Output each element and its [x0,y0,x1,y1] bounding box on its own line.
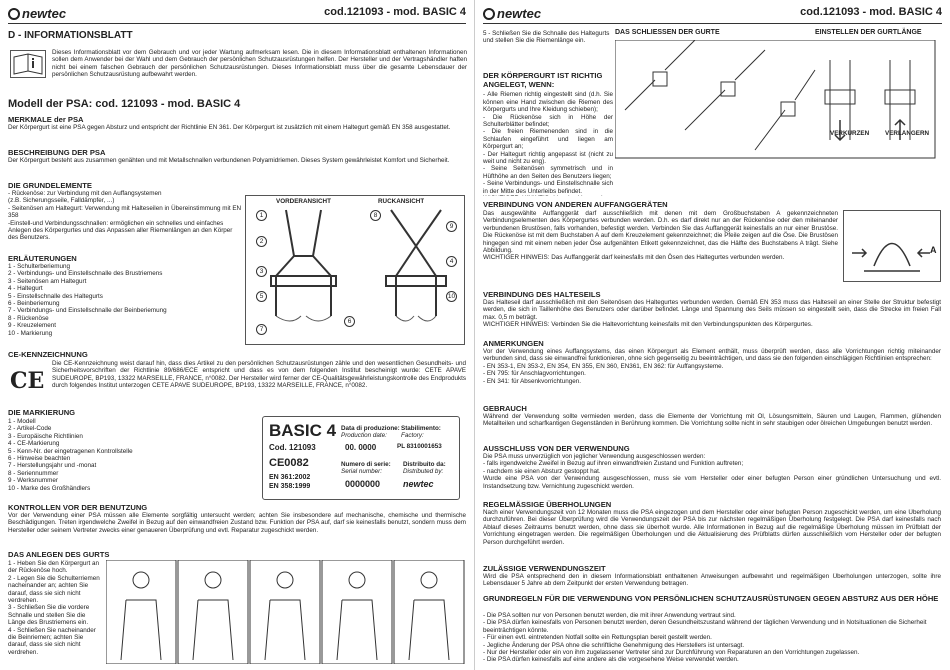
verwendungszeit-text: Wird die PSA entsprechend den in diesem Informationsblatt enthaltenen Anweisungen aufbewahrt und regelmäßigen Überholungen unterzogen, sollte ihre Lebensdauer 5 Jahre ab dem Zeitpunkt der ersten Verwendung betragen. [483,573,941,588]
label-cod: Cod. 121093 [269,443,316,452]
label-date-value: 00. 0000 [345,443,377,452]
einstellen-title: EINSTELLEN DER GURTLÄNGE [815,29,922,36]
dorsal-ring-drawing [844,211,940,281]
ce-text: Die CE-Kennzeichnung weist darauf hin, dass dies Artikel zu den persönlichen Schutzausrüstungen zähle und den wesentlichen Gesundheits- und Sicherheitsvorschriften der Richtlinie 89/686/ECE entspricht und dass es von dem folgenden Institut bescheinigt wurde: CETE APAVE SUDEUROPE, BP193, 13322 MARSEILLE, FRANCE, n°0082. Der Hersteller wird ferner der CE-Qualitätsgewährleistungskontrolle des Endprodukts durch folgendes Institut unterzogen CETE APAVE SUDEUROPE, BP193, 13322 MARSEILLE, FRANCE, n°0082. [52,360,466,390]
label-date-sub: Production date: [341,432,387,439]
anmerkungen-heading: ANMERKUNGEN [483,339,544,348]
left-header [8,6,466,24]
callout-2: 2 [256,236,267,247]
label-dist-sub: Distributed by: [403,468,444,475]
beschreibung-text: Der Körpergurt besteht aus zusammen genähten und mit Metallschnallen verbundenen Polyamidriemen. Dieses System gewährleistet Komfort und Sicherheit. [8,157,450,164]
verbindung-text: Das ausgewählte Auffanggerät darf ausschließlich mit denen mit dem Großbuchstaben A gekennzeichneten Verbindungselementen des Körpergurtes verbunden werden. D.h. es darf direkt nur an der Rückenöse oder den miteinander verbundenen Brustösen, falls vorhanden, befestigt werden. Verbinden Sie das Auffanggerät keinesfalls an nur einer Brustöse. Die Rückenöse ist mit dem Buchstaben A auf dem Kreuzelement gekennzeichnet; die Pfeile zeigen auf die Öse. Die Brustösen hingegen sind mit einem neben jeder Öse aufgenähten Etikett gekennzeichnet, das die Hälfte des Buchstabens A trägt. Siehe Abbildung. WICHTIGER HINWEIS: Das Auffanggerät darf keinesfalls mit den Ösen des Haltegurtes verbunden werden. [483,210,838,262]
step-5: 5 - Schließen Sie die Schnalle des Haltegurts und stellen Sie die Riemenlänge ein. [483,30,610,45]
label-serial-title: Numero di serie: [341,461,391,468]
grundelemente-heading: DIE GRUNDELEMENTE [8,181,92,190]
label-dist-title: Distribuito da: [403,461,446,468]
grundregeln-heading: GRUNDREGELN FÜR DIE VERWENDUNG VON PERSÖNLICHEN SCHUTZAUSRÜSTUNGEN GEGEN ABSTURZ AUS DER HÖHE [483,594,939,603]
ce-heading: CE-KENNZEICHNUNG [8,350,88,359]
callout-8: 8 [370,210,381,221]
label-serial-sub: Serial number: [341,468,382,475]
label-en1: EN 361:2002 [269,474,311,481]
donning-illustrations [106,560,466,664]
right-header [483,6,942,24]
front-view-label: VORDERANSICHT [276,198,331,205]
markierung-list: 1 - Modell 2 - Artikel-Code 3 - Europäische Richtlinien 4 - CE-Markierung 5 - Kenn-Nr. der eingetragenen Kontrollstelle 6 - Hinweise beachten 7 - Herstellungsjahr und -monat 8 - Seriennummer 9 - Werksnummer 10 - Marke des Großhändlers [8,418,133,492]
marking-label [262,416,460,500]
harness-drawing [246,196,464,344]
grundelemente-text: - Rückenöse: zur Verbindung mit den Auffangsystemen (z.B. Sicherungsseile, Falldämpfer, ...) - Seitenösen am Haltegurt: Verwendung mit Halteseilen in Übereinstimmung mit EN 358 -Einstell-und Verbindungsschnallen: ermöglichen ein schnelles und einfaches Anlegen des Körpergurtes und das Anpassen aller Riemenlängen an den Körper des Benutzers. [8,190,242,242]
newtec-logo: newtec [8,6,66,21]
markierung-heading: DIE MARKIERUNG [8,408,76,417]
richtig-text: - Alle Riemen richtig eingestellt sind (d.h. Sie können eine Hand zwischen die Riemen des Körpergurts und Ihre Kleidung schieben); - Die Rückenöse sich in Höhe der Schulterblätter befindet; - Die freien Riemenenden sind in die Schlaufen eingeführt und liegen am Körpergurt an; - Der Haltegurt richtig angepasst ist (nicht zu weit und nicht zu eng). - Seine Seitenösen symmetrisch und in Hüfthöhe an den Seiten des Benutzers liegen; - Seine Verbindungs- und Einstellschnalle sich in der Mitte des Unterleibs befindet. [483,91,613,195]
section-title: D - INFORMATIONSBLATT [8,30,133,41]
halteseil-heading: VERBINDUNG DES HALTESEILS [483,290,601,299]
info-book-icon [10,50,46,78]
label-date-title: Data di produzione: [341,425,400,432]
anlegen-heading: DAS ANLEGEN DES GURTS [8,550,110,559]
label-model: BASIC 4 [269,421,337,440]
label-factory-sub: Factory: [401,432,424,439]
verwendungszeit-heading: ZULÄSSIGE VERWENDUNGSZEIT [483,564,606,573]
label-serial-value: 0000000 [345,479,381,489]
callout-7: 7 [256,324,267,335]
document-code: cod.121093 - mod. BASIC 4 [324,6,466,18]
beschreibung-heading: BESCHREIBUNG DER PSA [8,148,106,157]
ce-mark-icon: CE [10,368,45,394]
label-en2: EN 358:1999 [269,483,311,490]
kontrollen-heading: KONTROLLEN VOR DER BENUTZUNG [8,503,148,512]
intro-text: Dieses Informationsblatt vor dem Gebrauch und vor jeder Wartung aufmerksam lesen. Die in diesem Informationsblatt enthaltenen Informationen sollen dem Anwender bei der Wahl und dem Gebrauch der persönlichen Schutzausrüstungen helfen. Der Hersteller und der Vertragshändler haften nicht bei einem falschen Gebrauch der persönlichen Schutzausrüstungen. Dieses Informationsblatt muss über die gesamte Lebensdauer der persönlichen Schutzausrüstung aufbewahrt werden. [52,49,467,79]
callout-10: 10 [447,293,456,300]
a-label: A [930,245,937,255]
ueberholungen-heading: REGELMÄSSIGE ÜBERHOLUNGEN [483,500,612,509]
back-view-label: RÜCKANSICHT [378,198,425,205]
verbindung-heading: VERBINDUNG VON ANDEREN AUFFANGGERÄTEN [483,200,668,209]
gebrauch-heading: GEBRAUCH [483,404,527,413]
grundregeln-text: - Die PSA sollten nur von Personen benutzt werden, die mit ihrer Anwendung vertraut sind. - Die PSA dürfen keinesfalls von Personen benutzt werden, deren Gesundheitszustand während der täglichen Verwendung und in Notsituationen die Sicherheit beeinträchtigen könnte. - Für einen evtl. eintretenden Notfall sollte ein Rettungsplan bereit gestellt werden. - Jegliche Änderung der PSA ohne die schriftliche Genehmigung des Herstellers ist untersagt. - Nur der Hersteller oder ein von ihm zugelassener Vertreter sind zur Durchführung von Reparaturen an den Vorrichtungen zugelassen. - Die PSA dürfen keinesfalls auf eine andere als die vorgesehene Weise verwendet werden. [483,612,927,664]
verlaengern-label: VERLÄNGERN [885,130,930,137]
label-dist-logo: newtec [403,479,434,489]
newtec-logo: newtec [483,6,541,21]
ausschluss-heading: AUSSCHLUSS VON DER VERWENDUNG [483,444,630,453]
anlegen-steps: 1 - Heben Sie den Körpergurt an der Rückenöse hoch. 2 - Legen Sie die Schulterriemen nacheinander an; achten Sie darauf, dass sie sich nicht verdrehen. 3 - Schließen Sie die vordere Schnalle und stellen Sie die Länge des Brustriemens ein. 4 - Schließen Sie nacheinander die Beinriemen; achten Sie darauf, dass sie sich nicht verdrehen. [8,560,100,656]
ausschluss-text: Die PSA muss unverzüglich von jeglicher Verwendung ausgeschlossen werden: - falls irgendwelche Zweifel in Bezug auf ihren einwandfreien Zustand und Funktion auftreten; - nachdem sie einen Absturz gestoppt hat. Wurde eine PSA von der Verwendung ausgeschlossen, muss sie vom Hersteller oder einer befugten Person einer gründlichen Untersuchung und evtl. Instandsetzung bzw. Vernichtung zugeschickt werden. [483,453,941,490]
callout-5: 5 [256,291,267,302]
document-code: cod.121093 - mod. BASIC 4 [800,6,942,18]
label-factory-value: PL 8310001653 [397,443,442,450]
kontrollen-text: Vor der Verwendung einer PSA müssen alle Elemente sorgfältig untersucht werden; achten Sie insbesondere auf mechanische, chemische und thermische Beschädigungen. Treten irgendwelche Zweifel in Bezug auf den einwandfreien Zustand bzw. Funktion der PSA auf, darf sie keinesfalls benutzt, sondern muss dem Hersteller oder seinem Vertreter zwecks einer genaueren Überprüfung und evtl. Reparatur zugeschickt werden. [8,512,466,534]
callout-6: 6 [344,316,355,327]
callout-4: 4 [446,256,457,267]
erlaeuterungen-heading: ERLÄUTERUNGEN [8,254,77,263]
model-title: Modell der PSA: cod. 121093 - mod. BASIC 4 [8,98,241,110]
verkuerzen-label: VERKÜRZEN [830,130,870,137]
gebrauch-text: Während der Verwendung sollte vermieden werden, dass die Elemente der Vorrichtung mit Öl, Lösungsmitteln, Säuren und Laugen, Flammen, glühenden Metallteilen und scharfkantigen Gegenständen in Berührung kommen. Die Vorrichtung sollte nicht in sehr staubigen oder ölreichen Umgebungen benutzt werden. [483,413,941,428]
callout-9: 9 [446,221,457,232]
anmerkungen-text: Vor der Verwendung eines Auffangsystems, das einen Körpergurt als Element enthält, muss überprüft werden, dass alle Vorrichtungen richtig miteinander verbunden sind, dass sie einwandfrei funktionieren, ohne sich gegenseitig zu beeinträchtigen, und dass sie den folgenden einschlägigen Richtlinien entsprechen: - EN 353-1, EN 353-2, EN 354, EN 355, EN 360, EN361, EN 362: für Auffangsysteme. - EN 795: für Anschlagvorrichtungen. - EN 341: für Absenkvorrichtungen. [483,348,941,385]
callout-1: 1 [256,210,267,221]
ueberholungen-text: Nach einer Verwendungszeit von 12 Monaten muss die PSA eingezogen und dem Hersteller oder einer befugten Person zugeschickt werden, um eine Überholung durchzuführen. Bei dieser Überprüfung wird die Verwendungszeit der PSA bis zur nächsten regelmäßigen Überholung festgelegt. Die PSA darf keinesfalls nach Ablauf dieses Zeitraums benutzt werden, ohne dass sie überholt wurde. Alle Informationen in Bezug auf die regelmäßige Überholung müssen im Prüfblatt der Vorrichtung eingetragen werden. Die regelmäßigen Überholungen und die Aktualisierung des Prüfblatts dürfen ausschließlich vom Hersteller oder der befugten Person durchgeführt werden. [483,509,941,546]
label-ce: CE0082 [269,457,309,469]
erlaeuterungen-list: 1 - Schulterberiemung 2 - Verbindungs- und Einstellschnalle des Brustriemens 3 - Seitenösen am Haltegurt 4 - Haltegurt 5 - Einstellschnalle des Haltegurts 6 - Beinberiemung 7 - Verbindungs- und Einstellschnalle der Beinberiemung 8 - Rückenöse 9 - Kreuzelement 10 - Markierung [8,263,167,337]
schliessen-title: DAS SCHLIESSEN DER GURTE [615,29,720,36]
merkmale-heading: MERKMALE der PSA [8,115,84,124]
harness-figure [245,195,465,345]
callout-3: 3 [256,266,267,277]
halteseil-text: Das Halteseil darf ausschließlich mit den Seitenösen des Haltegurtes verbunden werden. Gemäß EN 353 muss das Halteseil an einer Stelle der Struktur befestigt werden, die sich in Taillenhöhe des Benutzers oder darüber befindet. Länge und Spannung des Seils müssen so eingestellt sein, dass die Strecke im freien Fall max. 0,5 m beträgt. WICHTIGER HINWEIS: Verbinden Sie die Haltevorrichtung keinesfalls mit den Verbindungspunkten des Körpergurtes. [483,299,941,329]
logo-mark-icon [483,8,495,20]
merkmale-text: Der Körpergurt ist eine PSA gegen Absturz und entspricht der Richtlinie EN 361. Der Körpergurt ist zusätzlich mit einem Haltegurt gemäß EN 358 ausgestattet. [8,124,451,131]
attachment-a-figure [843,210,941,282]
richtig-heading: DER KÖRPERGURT IST RICHTIG ANGELEGT, WENN: [483,71,603,90]
logo-mark-icon [8,8,20,20]
right-page [475,0,950,670]
label-factory-title: Stabilimento: [401,425,441,432]
